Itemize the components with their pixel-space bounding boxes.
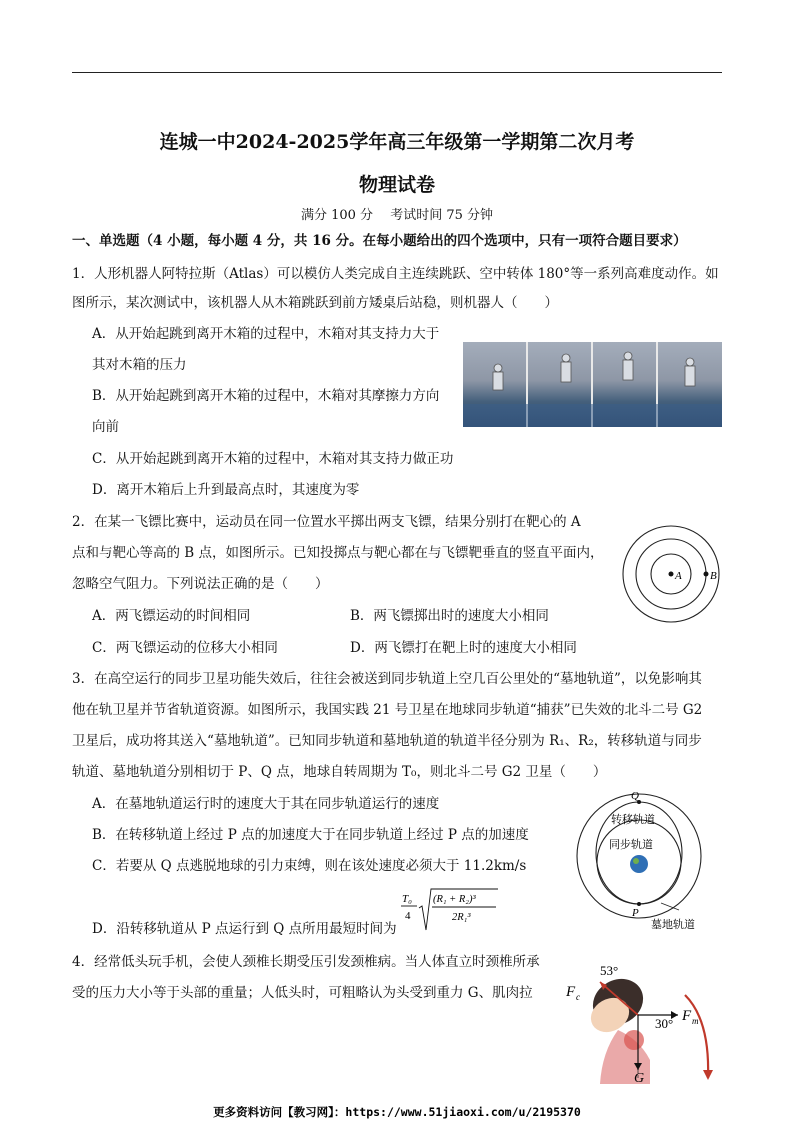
q4-stem-line1: 4．经常低头玩手机，会使人颈椎长期受压引发颈椎病。当人体直立时颈椎所承 [72,954,540,970]
label-30: 30° [655,1016,674,1031]
q1-stem-line2: 图所示，某次测试中，该机器人从木箱跳跃到前方矮桌后站稳，则机器人（ ） [72,295,558,311]
label-q: Q [631,790,639,802]
q1-option-d: D．离开木箱后上升到最高点时，其速度为零 [92,482,360,498]
q2-option-b: B．两飞镖掷出时的速度大小相同 [350,608,549,624]
label-p: P [632,907,639,919]
q2-option-a: A．两飞镖运动的时间相同 [92,608,251,624]
section-heading: 一、单选题（4 小题，每小题 4 分，共 16 分。在每小题给出的四个选项中，只有一项符合题目要求） [72,233,687,249]
q3-option-d: D．沿转移轨道从 P 点运行到 Q 点所用最短时间为 [92,921,397,937]
top-rule [72,72,722,73]
point-p-dot [637,902,641,906]
label-sync-orbit: 同步轨道 [609,838,653,851]
label-transfer-orbit: 转移轨道 [611,813,655,826]
label-b: B [710,570,717,582]
robot-photo [463,342,722,427]
label-graveyard-orbit: 墓地轨道 [651,918,695,931]
exam-title: 连城一中2024-2025学年高三年级第一学期第二次月考 [159,131,635,153]
q1-stem-line1: 1．人形机器人阿特拉斯（Atlas）可以模仿人类完成自主连续跳跃、空中转体 180°等一系列高难度动作。如 [72,266,719,282]
footer-link[interactable]: 更多资料访问【教习网】：https://www.51jiaoxi.com/u/2195370 [213,1105,581,1119]
q3-stem-line1: 3．在高空运行的同步卫星功能失效后，往往会被送到同步轨道上空几百公里处的“墓地轨道”，以免影响其 [72,671,702,687]
q1-option-c: C．从开始起跳到离开木箱的过程中，木箱对其支持力做正功 [92,451,454,467]
subject-title: 物理试卷 [358,174,435,196]
point-a-dot [669,572,674,577]
svg-text:4: 4 [405,910,411,922]
label-a: A [675,570,682,582]
q3-stem-line4: 轨道、墓地轨道分别相切于 P、Q 点，地球自转周期为 T₀，则北斗二号 G2 卫星（ ） [72,764,607,780]
earth-icon [630,855,648,873]
pain-spot [624,1030,644,1050]
q2-stem-line1: 2．在某一飞镖比赛中，运动员在同一位置水平掷出两支飞镖，结果分别打在靶心的 A [72,514,581,530]
transfer-time-formula [400,886,500,934]
q3-option-a: A．在墓地轨道运行时的速度大于其在同步轨道运行的速度 [92,796,440,812]
q3-stem-line3: 卫星后，成功将其送入“墓地轨道”。已知同步轨道和墓地轨道的轨道半径分别为 R₁、R₂，转移轨道与同步 [72,733,702,749]
label-fc: F [566,984,576,1000]
q2-option-c: C．两飞镖运动的位移大小相同 [92,640,278,656]
exam-info: 满分 100 分 考试时间 75 分钟 [300,208,494,223]
q3-option-b: B．在转移轨道上经过 P 点的加速度大于在同步轨道上经过 P 点的加速度 [92,827,529,843]
svg-text:(R₁ + R₂)³: (R₁ + R₂)³ [433,894,476,905]
q1-option-a-line1: A．从开始起跳到离开木箱的过程中，木箱对其支持力大于 [92,326,440,342]
q2-option-d: D．两飞镖打在靶上时的速度大小相同 [350,640,577,656]
point-b-dot [704,572,709,577]
label-fm-sub: m [692,1016,699,1026]
q2-stem-line2: 点和与靶心等高的 B 点，如图所示。已知投掷点与靶心都在与飞镖靶垂直的竖直平面内， [72,545,604,561]
q3-stem-line2: 他在轨卫星并节省轨道资源。如图所示，我国实践 21 号卫星在地球同步轨道“捕获”已失效的北斗二号 G2 [72,702,703,718]
q3-option-c: C．若要从 Q 点逃脱地球的引力束缚，则在该处速度必须大于 11.2km/s [92,858,527,874]
neck-force-diagram [560,960,722,1084]
svg-text:T₀: T₀ [402,893,412,905]
label-53: 53° [600,963,619,978]
q1-option-a-line2: 其对木箱的压力 [92,357,187,373]
orbit-diagram [569,784,724,934]
svg-text:2R₁³: 2R₁³ [452,912,471,923]
q2-stem-line3: 忽略空气阻力。下列说法正确的是（ ） [72,576,329,592]
q4-stem-line2: 受的压力大小等于头部的重量；人低头时，可粗略认为头受到重力 G、肌肉拉 [72,985,533,1001]
label-fm: F [682,1008,692,1024]
dartboard-diagram [620,518,722,628]
label-fc-sub: c [576,992,580,1002]
label-g: G [634,1071,645,1084]
q1-option-b-line1: B．从开始起跳到离开木箱的过程中，木箱对其摩擦力方向 [92,388,440,404]
q1-option-b-line2: 向前 [92,419,119,435]
